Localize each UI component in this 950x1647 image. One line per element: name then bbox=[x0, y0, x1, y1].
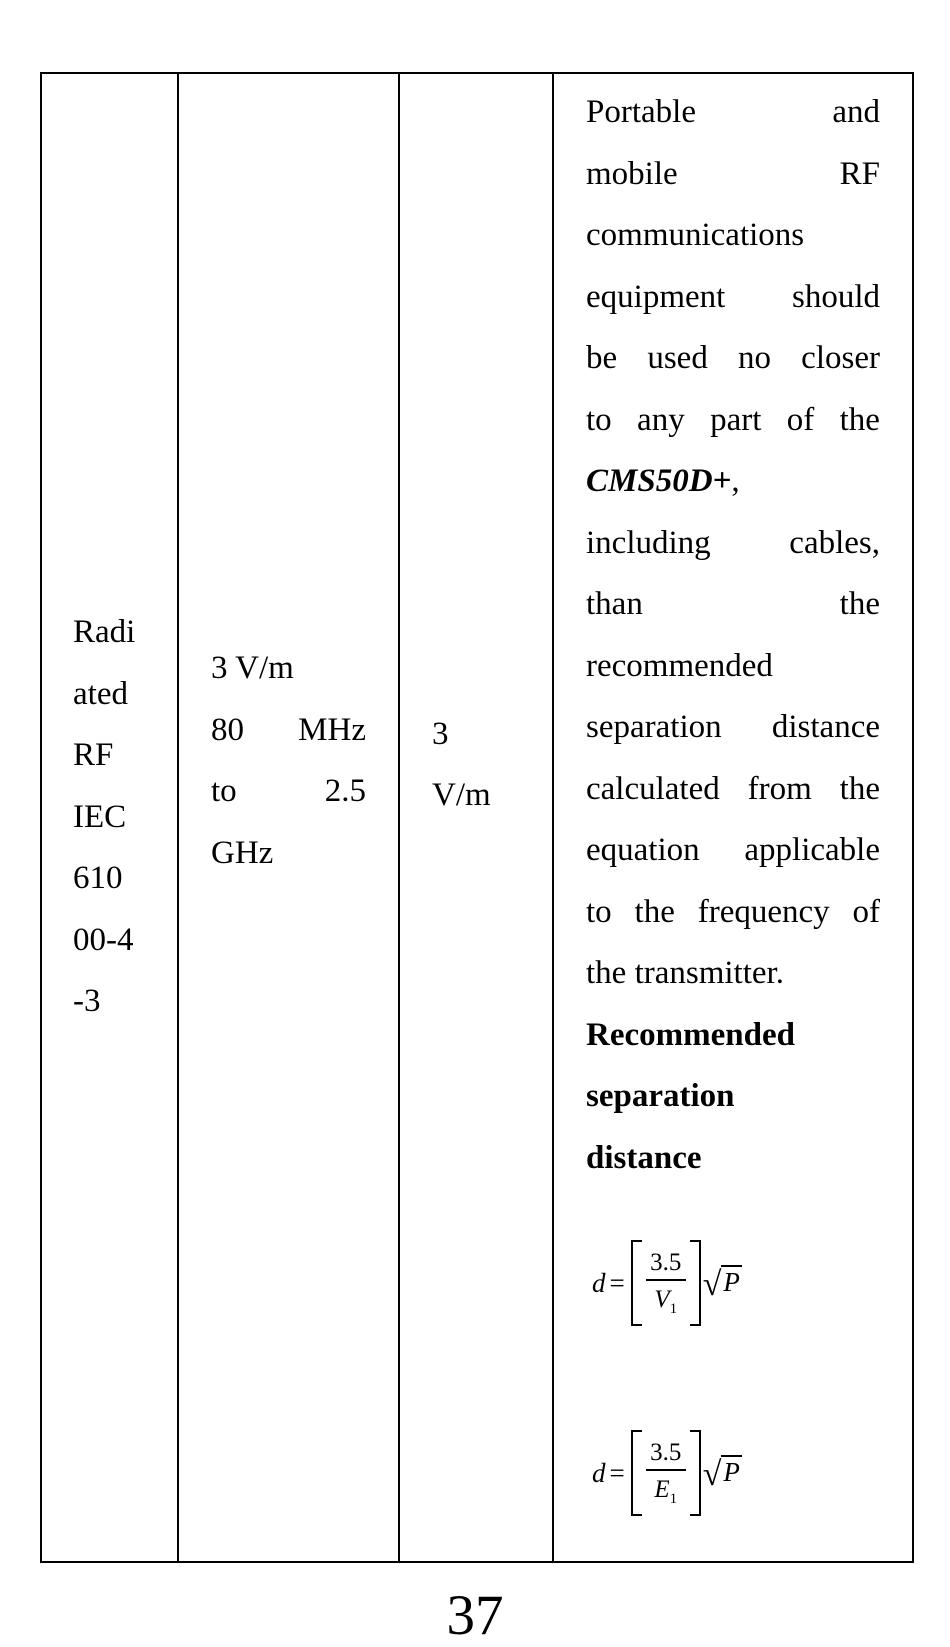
compliance-line: V/m bbox=[432, 777, 491, 813]
bracket-right bbox=[690, 1240, 701, 1326]
immunity-test-cell bbox=[41, 73, 178, 1562]
word: should bbox=[791, 278, 880, 315]
product-name: CMS50D+ bbox=[586, 463, 732, 499]
formula-sqrt bbox=[703, 1265, 742, 1302]
test-level-line bbox=[211, 761, 366, 823]
word: equipment bbox=[586, 278, 726, 315]
formula-radicand: P bbox=[723, 1456, 740, 1487]
formula-equals: = bbox=[609, 1457, 625, 1488]
guidance-heading-line: Recommended bbox=[586, 1016, 795, 1053]
formula-numerator: 3.5 bbox=[650, 1438, 682, 1466]
guidance-text bbox=[586, 82, 880, 1189]
guidance-line bbox=[586, 451, 880, 513]
word: the bbox=[839, 401, 880, 438]
guidance-line bbox=[586, 759, 880, 821]
page-number: 37 bbox=[446, 1584, 504, 1647]
denominator-sub: 1 bbox=[669, 1490, 678, 1507]
word: be bbox=[586, 340, 618, 376]
guidance-line bbox=[586, 697, 880, 759]
separation-formula-v1 bbox=[586, 1237, 880, 1329]
guidance-line bbox=[586, 328, 880, 390]
test-level-line bbox=[211, 700, 366, 762]
test-level-line: 3 V/m bbox=[211, 650, 294, 686]
product-suffix: , bbox=[731, 463, 740, 499]
test-line: IEC bbox=[73, 798, 127, 835]
test-line: 610 bbox=[73, 860, 123, 897]
word: MHz bbox=[298, 711, 366, 748]
guidance-line bbox=[586, 82, 880, 144]
formula-lhs: d bbox=[592, 1267, 606, 1298]
table-row bbox=[41, 73, 913, 1562]
compliance-level-cell bbox=[399, 73, 553, 1562]
word: frequency bbox=[697, 893, 830, 930]
guidance-line bbox=[586, 144, 880, 206]
formula-denominator bbox=[646, 1279, 686, 1317]
test-level-cell bbox=[178, 73, 399, 1562]
word: 80 bbox=[211, 711, 244, 748]
denominator-var: E bbox=[654, 1475, 670, 1503]
formula-bracket bbox=[631, 1430, 701, 1516]
formula-denominator bbox=[646, 1469, 686, 1507]
sqrt-sign: √ bbox=[702, 1455, 722, 1493]
formula-fraction bbox=[642, 1240, 690, 1326]
word: equation bbox=[586, 832, 700, 868]
test-line: 00-4 bbox=[73, 921, 134, 958]
word: calculated bbox=[586, 770, 720, 807]
denominator-var: V bbox=[654, 1285, 670, 1313]
guidance-line bbox=[586, 882, 880, 944]
guidance-line bbox=[586, 574, 880, 636]
word: to bbox=[586, 401, 612, 438]
test-line: RF bbox=[73, 737, 114, 774]
word: part bbox=[710, 401, 762, 438]
guidance-line bbox=[586, 390, 880, 452]
test-line: Radi bbox=[73, 614, 136, 651]
formula-bracket bbox=[631, 1240, 701, 1326]
word: 2.5 bbox=[324, 773, 366, 809]
word: applicable bbox=[744, 832, 880, 868]
word: to bbox=[586, 893, 612, 930]
compliance-line: 3 bbox=[432, 715, 449, 752]
bracket-left bbox=[631, 1240, 642, 1326]
denominator-sub: 1 bbox=[669, 1300, 678, 1317]
guidance-cell bbox=[553, 73, 913, 1562]
word: closer bbox=[801, 340, 880, 376]
word: distance bbox=[771, 709, 880, 745]
guidance-line: communications bbox=[586, 217, 805, 253]
formula-radicand: P bbox=[723, 1266, 740, 1297]
formula-fraction bbox=[642, 1430, 690, 1516]
formula-lhs: d bbox=[592, 1457, 606, 1488]
test-line: -3 bbox=[73, 983, 101, 1020]
sqrt-sign: √ bbox=[702, 1265, 722, 1303]
word: cables, bbox=[789, 524, 880, 561]
guidance-heading-line: separation bbox=[586, 1078, 735, 1114]
word: any bbox=[637, 401, 685, 438]
word: including bbox=[586, 524, 711, 561]
word: the bbox=[634, 893, 675, 930]
bracket-right bbox=[690, 1430, 701, 1516]
formula-numerator: 3.5 bbox=[650, 1248, 682, 1276]
guidance-line bbox=[586, 820, 880, 882]
test-level-line: GHz bbox=[211, 834, 274, 871]
word: of bbox=[786, 401, 815, 438]
word: and bbox=[832, 94, 880, 130]
word: separation bbox=[586, 709, 722, 745]
word: used bbox=[647, 340, 708, 376]
word: the bbox=[839, 586, 880, 622]
guidance-line bbox=[586, 267, 880, 329]
formula-sqrt bbox=[703, 1455, 742, 1492]
word: than bbox=[586, 586, 643, 622]
word: no bbox=[738, 340, 771, 376]
word: Portable bbox=[586, 94, 696, 130]
separation-formula-e1 bbox=[586, 1427, 880, 1519]
guidance-heading-line: distance bbox=[586, 1139, 702, 1176]
word: the bbox=[839, 770, 880, 807]
word: RF bbox=[839, 155, 880, 192]
guidance-line bbox=[586, 513, 880, 575]
word: from bbox=[747, 770, 812, 807]
guidance-line: the transmitter. bbox=[586, 955, 784, 991]
bracket-left bbox=[631, 1430, 642, 1516]
word: mobile bbox=[586, 155, 678, 192]
formula-equals: = bbox=[609, 1267, 625, 1298]
guidance-line: recommended bbox=[586, 647, 773, 684]
word: of bbox=[852, 893, 880, 930]
word: to bbox=[211, 773, 237, 809]
emc-immunity-table bbox=[40, 72, 914, 1563]
test-line: ated bbox=[73, 675, 128, 712]
